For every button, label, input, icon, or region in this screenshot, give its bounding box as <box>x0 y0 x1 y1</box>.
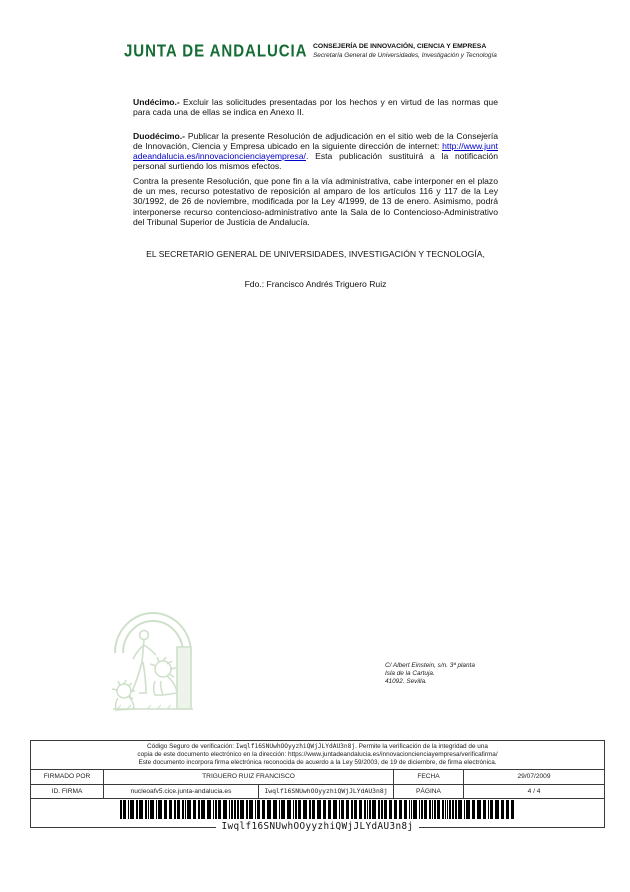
junta-emblem-watermark <box>101 595 205 715</box>
firmado-por-label: FIRMADO POR <box>31 770 103 785</box>
verification-suffix: . Permite la verificación de la integridad de una <box>355 743 488 750</box>
paragraph-duodecimo-lead: Duodécimo.- <box>133 130 186 141</box>
barcode <box>120 800 516 819</box>
pagina-label: PÁGINA <box>393 785 463 799</box>
signature-table-row-1 <box>31 770 604 785</box>
secretary-title: EL SECRETARIO GENERAL DE UNIVERSIDADES, INVESTIGACIÓN Y TECNOLOGÍA, <box>146 249 485 260</box>
paragraph-undecimo-lead: Undécimo.- <box>133 97 180 107</box>
department-name: CONSEJERÍA DE INNOVACIÓN, CIENCIA Y EMPRESA <box>313 43 487 50</box>
verification-code: Iwqlf16SNUwhOOyyzhiQWjJLYdAU3n8j <box>235 743 356 750</box>
junta-de-andalucia-logo: JUNTA DE ANDALUCIA <box>124 42 308 62</box>
paragraph-duodecimo-text: Publicar la presente Resolución de adjudicación en el sitio web de la Consejería de Innovación, Ciencia y Empresa ubicado en la siguiente dirección de internet: <box>133 130 498 151</box>
verification-line2: copia de este documento electrónico en la dirección: https://www.juntadeandalucia.es/innovacioncienciayempresa/verificafirma/ <box>137 750 498 758</box>
signer-name: TRIGUERO RUIZ FRANCISCO <box>103 770 393 785</box>
firma-server: nucleoafv5.cice.junta-andalucia.es <box>103 785 258 799</box>
fecha-value: 29/07/2009 <box>463 770 604 785</box>
department-header <box>313 43 528 60</box>
verification-prefix: Código Seguro de verificación: <box>147 743 236 750</box>
innovacion-web-link[interactable]: http://www.juntadeandalucia.es/innovacioncienciayempresa/ <box>133 140 498 162</box>
paragraph-duodecimo <box>133 131 498 172</box>
barcode-code-text: Iwqlf16SNUwhOOyyzhiQWjJLYdAU3n8j <box>216 821 420 832</box>
address-line-1: C/ Albert Einstein, s/n. 3ª planta <box>385 662 475 669</box>
paragraph-undecimo-text: Excluir las solicitudes presentadas por los hechos y en virtud de las normas que para cada una de ellas se indica en Anexo II. <box>133 97 498 118</box>
paragraph-recurso <box>133 176 498 227</box>
subdepartment-name: Secretaría General de Universidades, Investigación y Tecnología <box>313 52 497 59</box>
firma-code: Iwqlf16SNUwhOOyyzhiQWjJLYdAU3n8j <box>258 785 393 799</box>
paragraph-undecimo <box>133 97 498 118</box>
document-body <box>133 97 498 289</box>
signature-table-row-2 <box>31 785 604 799</box>
signature-line: Fdo.: Francisco Andrés Triguero Ruiz <box>244 278 387 289</box>
barcode-block <box>31 799 604 832</box>
paragraph-recurso-text: Contra la presente Resolución, que pone fin a la vía administrativa, cabe interponer en el plazo de un mes, recurso potestativo de reposición al amparo de los artículos 116 y 117 de la Ley 30/1992, de 26 de noviembre, modificada por la Ley 4/1999, de 13 de enero. Asimismo, podrá interponerse recurso contencioso-administrativo ante la Sala de lo Contencioso-Administrativo del Tribunal Superior de Justicia de Andalucía. <box>133 175 498 227</box>
id-firma-label: ID. FIRMA <box>31 785 103 799</box>
paragraph-duodecimo-text-after: . Esta publicación sustituirá a la notificación personal surtiendo los mismos efectos. <box>133 151 498 172</box>
fecha-label: FECHA <box>393 770 463 785</box>
verification-notice <box>31 741 604 770</box>
signature-footer <box>30 740 605 832</box>
address-line-2: Isla de la Cartuja. <box>385 669 435 677</box>
office-address <box>385 662 475 685</box>
pagina-value: 4 / 4 <box>463 785 604 799</box>
address-line-3: 41092. Sevilla. <box>385 677 427 685</box>
verification-line3: Este documento incorpora firma electrónica reconocida de acuerdo a la Ley 59/2003, de 19 de diciembre, de firma electrónica. <box>138 758 497 766</box>
